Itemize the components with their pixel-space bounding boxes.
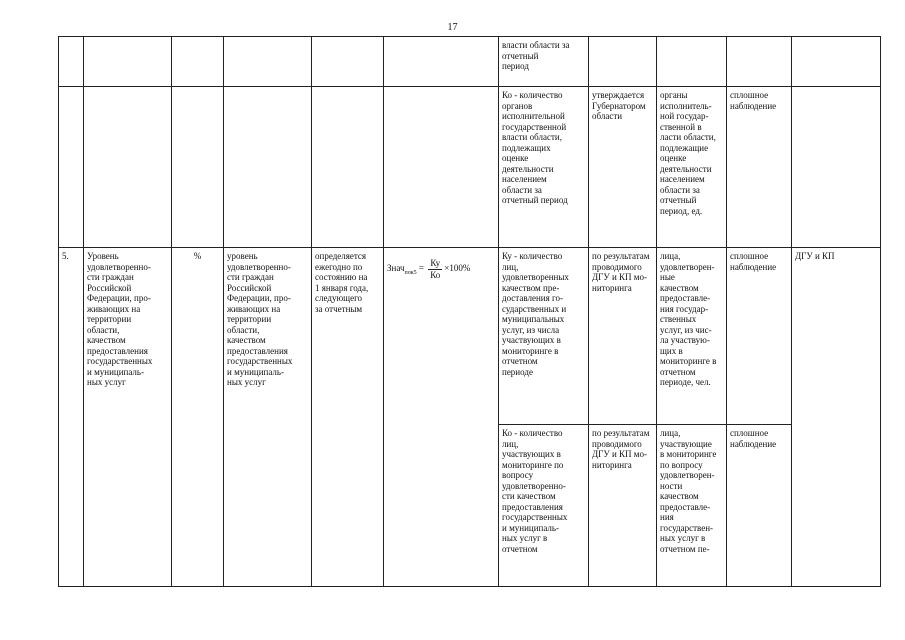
- cell-responsible: [792, 87, 881, 248]
- formula-suffix: ×100%: [444, 263, 471, 274]
- cell-data-source: по результатам проводимого ДГУ и КП мо- ниторинга: [589, 248, 657, 425]
- cell-population: [657, 37, 727, 87]
- cell-formula: [384, 37, 499, 87]
- cell-indicator-name: [84, 37, 172, 87]
- table-row: [59, 248, 881, 425]
- cell-basic-indicators: власти области за отчетный период: [499, 37, 589, 87]
- cell-time-characteristic: [312, 87, 384, 248]
- cell-time-characteristic: [312, 37, 384, 87]
- formula-numerator: Ку: [428, 258, 442, 270]
- cell-indicator-name: [84, 87, 172, 248]
- cell-population: органы исполнитель- ной государ- ственной в ласти области, подлежащие оценке деятельности населением области за отчетный период, ед.: [657, 87, 727, 248]
- cell-number: [59, 37, 84, 87]
- cell-responsible: ДГУ и КП: [792, 248, 881, 587]
- table-row: [59, 87, 881, 248]
- cell-unit: [172, 37, 224, 87]
- cell-definition: [224, 87, 312, 248]
- cell-observation-method: сплошное наблюдение: [727, 425, 792, 587]
- cell-definition: уровень удовлетворенно- сти граждан Российской Федерации, про- живающих на территории области, качеством предоставления государственных и муниципаль- ных услуг: [224, 248, 312, 587]
- cell-responsible: [792, 37, 881, 87]
- cell-unit: %: [172, 248, 224, 587]
- cell-unit: [172, 87, 224, 248]
- cell-number: [59, 87, 84, 248]
- cell-observation-method: сплошное наблюдение: [727, 87, 792, 248]
- formula-denominator: Ко: [430, 269, 441, 280]
- formula-fraction: [428, 258, 442, 280]
- cell-observation-method: [727, 37, 792, 87]
- cell-data-source: утверждается Губернатором области: [589, 87, 657, 248]
- formula-lhs: Знач: [387, 263, 405, 274]
- cell-time-characteristic: определяется ежегодно по состоянию на 1 января года, следующего за отчетным: [312, 248, 384, 587]
- page-number: 17: [447, 22, 458, 33]
- cell-basic-indicators: Ку - количество лиц, удовлетворенных качеством пре- доставления го- сударственных и муниципальных услуг, из числа участвующих в мониторинге в отчетном периоде: [499, 248, 589, 425]
- cell-basic-indicators: Ко - количество лиц, участвующих в мониторинге по вопросу удовлетворенно- сти качеством предоставления государственных и муниципаль- ных услуг в отчетном: [499, 425, 589, 587]
- cell-formula: [384, 87, 499, 248]
- cell-population: лица, удовлетворен- ные качеством предоставле- ния государ- ственных услуг, из чис- ла участвую- щих в мониторинге в отчетном периоде, чел.: [657, 248, 727, 425]
- cell-definition: [224, 37, 312, 87]
- formula-lhs-subscript: пок5: [404, 269, 417, 276]
- cell-population: лица, участвующие в мониторинге по вопросу удовлетворен- ности качеством предоставле- ния государствен- ных услуг в отчетном пе-: [657, 425, 727, 587]
- cell-basic-indicators: Ко - количество органов исполнительной государственной власти области, подлежащих оценке деятельности населением области за отчетный период: [499, 87, 589, 248]
- cell-formula: Знач$_{пок5}$ = $\frac{Ку}{Ко}$ ×100%: [384, 248, 499, 587]
- cell-number: 5.: [59, 248, 84, 587]
- table-row: [59, 37, 881, 87]
- cell-observation-method: сплошное наблюдение: [727, 248, 792, 425]
- cell-data-source: [589, 37, 657, 87]
- cell-data-source: по результатам проводимого ДГУ и КП мо- ниторинга: [589, 425, 657, 587]
- cell-indicator-name: Уровень удовлетворенно- сти граждан Российской Федерации, про- живающих на территории области, качеством предоставления государственных и муниципаль- ных услуг: [84, 248, 172, 587]
- indicator-table: [58, 36, 881, 587]
